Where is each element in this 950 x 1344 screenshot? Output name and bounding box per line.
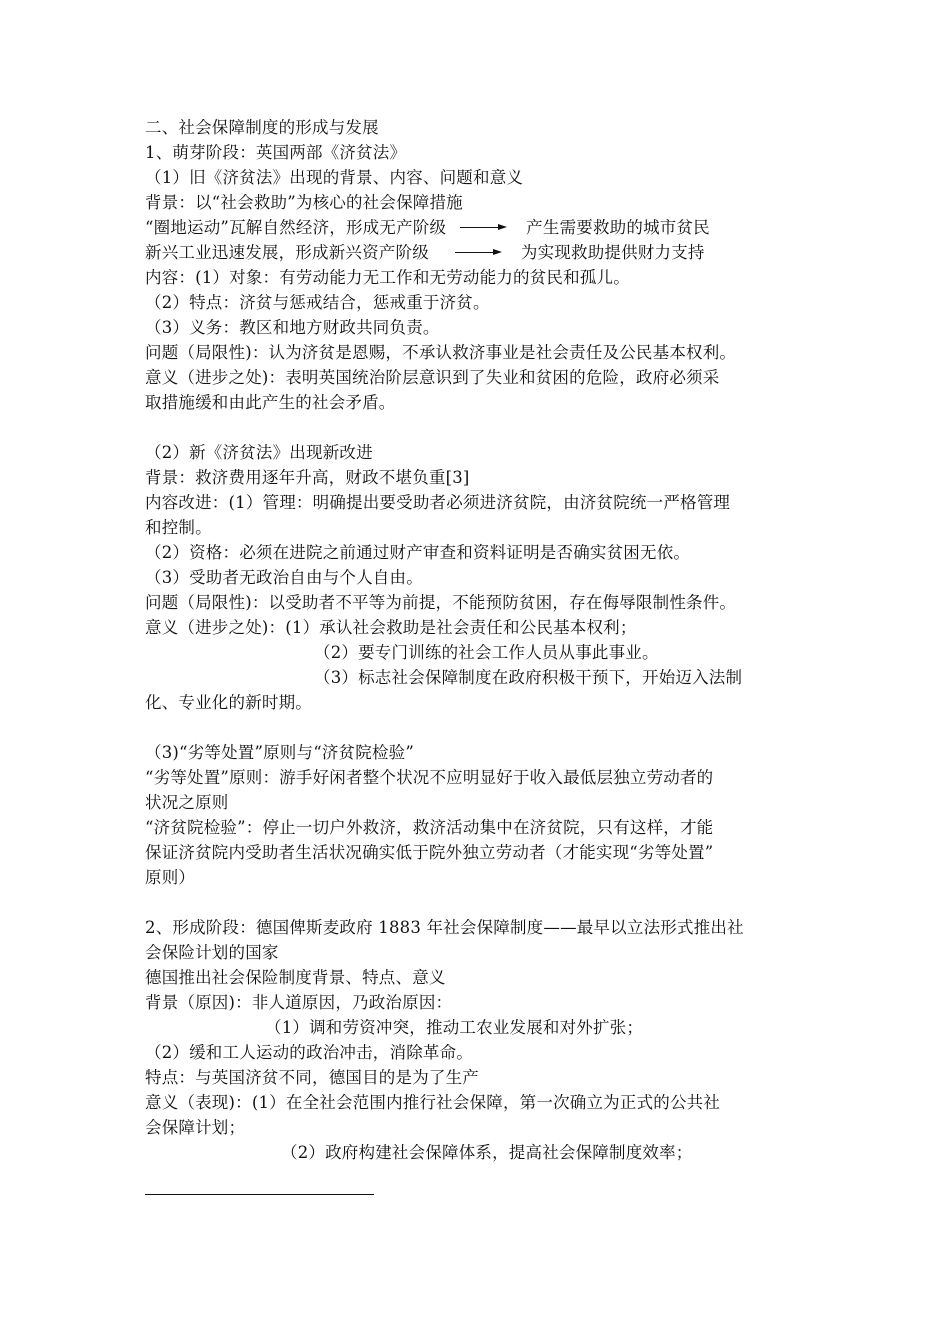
sub-heading: （2）新《济贫法》出现新改进 (145, 443, 373, 462)
text-line: （2）政府构建社会保障体系，提高社会保障制度效率； (281, 1143, 693, 1162)
text-line: 内容：(1）对象：有劳动能力无工作和无劳动能力的贫民和孤儿。 (145, 268, 630, 287)
text-line: （1）调和劳资冲突，推动工农业发展和对外扩张； (265, 1018, 644, 1037)
text-line: “济贫院检验”：停止一切户外救济，救济活动集中在济贫院，只有这样，才能 (145, 818, 714, 837)
text-line: 德国推出社会保险制度背景、特点、意义 (145, 968, 446, 987)
footnote-separator (145, 1194, 374, 1195)
text-line: 内容改进：(1）管理：明确提出要受助者必须进济贫院，由济贫院统一严格管理 (145, 493, 731, 512)
text-line: 问题（局限性)：认为济贫是恩赐，不承认救济事业是社会责任及公民基本权利。 (145, 343, 737, 362)
text-line: （2）缓和工人运动的政治冲击，消除革命。 (145, 1043, 473, 1062)
text-line: （3）受助者无政治自由与个人自由。 (145, 568, 423, 587)
arrow-line-right: 为实现救助提供财力支持 (520, 243, 705, 262)
text-line: 意义（表现)：(1）在全社会范围内推行社会保障，第一次确立为正式的公共社 (145, 1093, 721, 1112)
right-arrow-icon (455, 241, 503, 265)
text-line: 化、专业化的新时期。 (145, 693, 312, 712)
text-line: 意义（进步之处)：(1）承认社会救助是社会责任和公民基本权利； (145, 618, 637, 637)
text-line: 意义（进步之处)：表明英国统治阶层意识到了失业和贫困的危险，政府必须采 (145, 368, 720, 387)
arrow-line (145, 241, 705, 265)
text-line: （2）资格：必须在进院之前通过财产审查和资料证明是否确实贫困无依。 (145, 543, 691, 562)
stage-heading: 2、形成阶段：德国俾斯麦政府 1883 年社会保障制度——最早以立法形式推出社 (145, 918, 744, 937)
text-line: 状况之原则 (145, 793, 229, 812)
arrow-line-left: 新兴工业迅速发展，形成新兴资产阶级 (145, 243, 429, 262)
text-line: 背景（原因)：非人道原因，乃政治原因： (145, 993, 453, 1012)
text-line: 会保险计划的国家 (145, 943, 279, 962)
text-line: 问题（局限性)：以受助者不平等为前提，不能预防贫困，存在侮辱限制性条件。 (145, 593, 737, 612)
arrow-line (145, 216, 710, 240)
text-line: 取措施缓和由此产生的社会矛盾。 (145, 393, 396, 412)
right-arrow-icon (460, 216, 508, 240)
text-line: 背景：以“社会救助”为核心的社会保障措施 (145, 193, 463, 212)
text-line: 会保障计划； (145, 1118, 246, 1137)
text-line: 保证济贫院内受助者生活状况确实低于院外独立劳动者（才能实现“劣等处置” (145, 843, 714, 862)
text-line: “劣等处置”原则：游手好闲者整个状况不应明显好于收入最低层独立劳动者的 (145, 768, 714, 787)
text-line: 特点：与英国济贫不同，德国目的是为了生产 (145, 1068, 479, 1087)
sub-heading: （1）旧《济贫法》出现的背景、内容、问题和意义 (145, 168, 524, 187)
text-line: （3）标志社会保障制度在政府积极干预下，开始迈入法制 (314, 668, 743, 687)
stage-heading: 1、萌芽阶段：英国两部《济贫法》 (145, 143, 407, 162)
text-line: （2）特点：济贫与惩戒结合，惩戒重于济贫。 (145, 293, 490, 312)
text-line: （2）要专门训练的社会工作人员从事此事业。 (314, 643, 659, 662)
arrow-line-right: 产生需要救助的城市贫民 (526, 218, 710, 237)
text-line: 和控制。 (145, 518, 212, 537)
text-line: （3）义务：教区和地方财政共同负责。 (145, 318, 440, 337)
text-line: 原则） (145, 868, 196, 887)
sub-heading: （3)“劣等处置”原则与“济贫院检验” (145, 743, 414, 762)
text-line: 背景：救济费用逐年升高，财政不堪负重[3] (145, 468, 470, 487)
arrow-line-left: “圈地运动”瓦解自然经济，形成无产阶级 (145, 218, 447, 237)
section-heading: 二、社会保障制度的形成与发展 (145, 118, 379, 137)
